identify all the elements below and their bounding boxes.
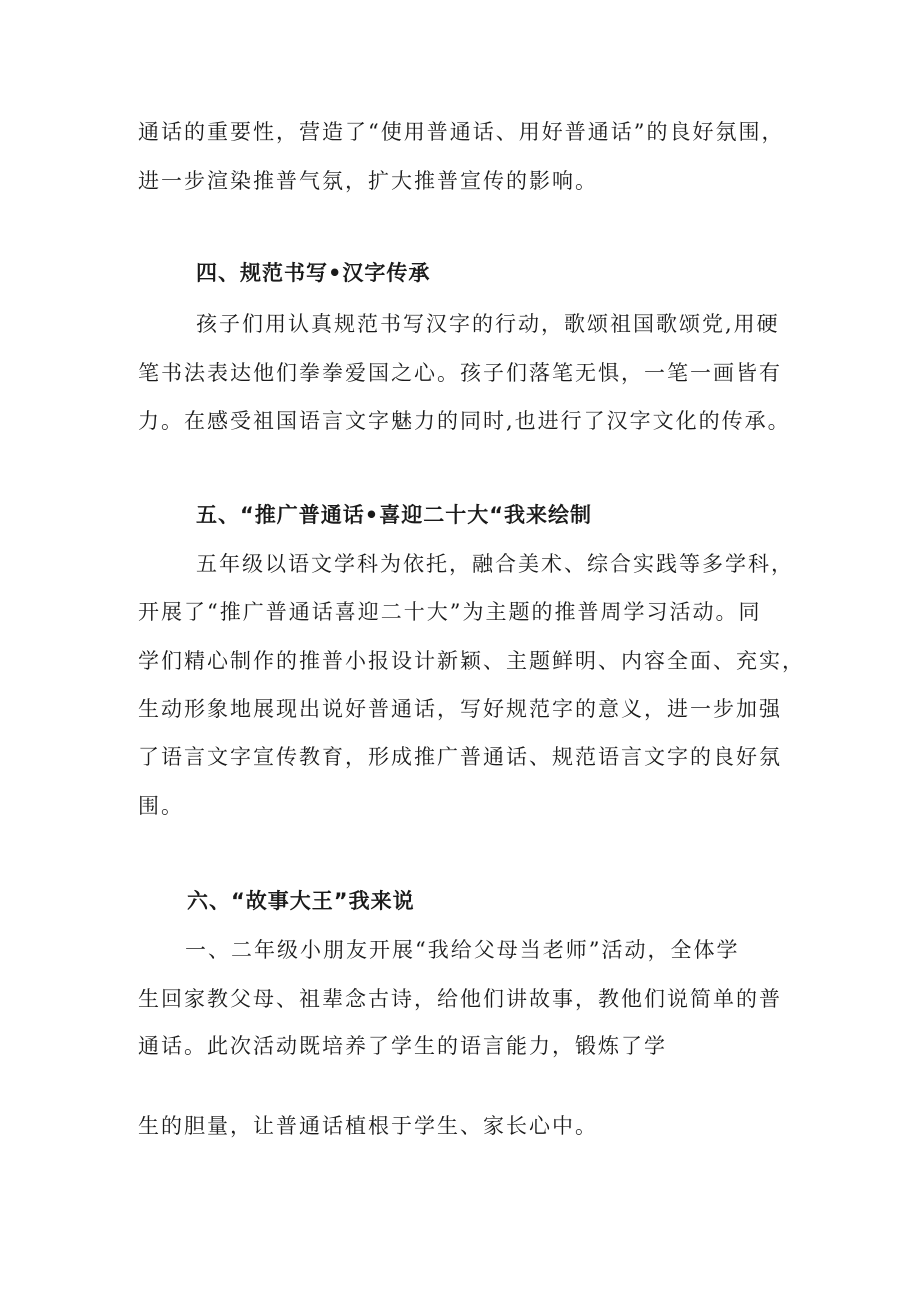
section-5-heading: 五、“推广普通话•喜迎二十大“我来绘制 xyxy=(196,503,593,527)
paragraph-line: 进一步渲染推普气氛，扩大推普宣传的影响。 xyxy=(138,169,598,193)
paragraph-line: 围。 xyxy=(138,794,184,818)
paragraph-line: 生回家教父母、祖辈念古诗，给他们讲故事，教他们说简单的普 xyxy=(138,987,782,1011)
paragraph-line: 生的胆量，让普通话植根于学生、家长心中。 xyxy=(138,1114,598,1138)
paragraph-line: 一、二年级小朋友开展“我给父母当老师”活动，全体学 xyxy=(185,938,740,962)
paragraph-line: 笔书法表达他们拳拳爱国之心。孩子们落笔无惧，一笔一画皆有 xyxy=(138,361,782,385)
paragraph-line: 五年级以语文学科为依托，融合美术、综合实践等多学科， xyxy=(196,552,794,576)
paragraph-line: 开展了“推广普通话喜迎二十大”为主题的推普周学习活动。同 xyxy=(138,600,762,624)
paragraph-line: 生动形象地展现出说好普通话，写好规范字的意义，进一步加强 xyxy=(138,697,782,721)
paragraph-line: 了语言文字宣传教育，形成推广普通话、规范语言文字的良好氛 xyxy=(138,745,782,769)
paragraph-line: 通话的重要性，营造了“使用普通话、用好普通话”的良好氛围， xyxy=(138,120,785,144)
paragraph-line: 力。在感受祖国语言文字魅力的同时,也进行了汉字文化的传承。 xyxy=(138,409,791,433)
paragraph-line: 通话。此次活动既培养了学生的语言能力，锻炼了学 xyxy=(138,1034,667,1058)
section-6-heading: 六、“故事大王”我来说 xyxy=(187,889,415,913)
paragraph-line: 学们精心制作的推普小报设计新颖、主题鲜明、内容全面、充实， xyxy=(138,649,805,673)
paragraph-line: 孩子们用认真规范书写汉字的行动，歌颂祖国歌颂党,用硬 xyxy=(196,312,780,336)
section-4-heading: 四、规范书写•汉字传承 xyxy=(196,261,431,285)
